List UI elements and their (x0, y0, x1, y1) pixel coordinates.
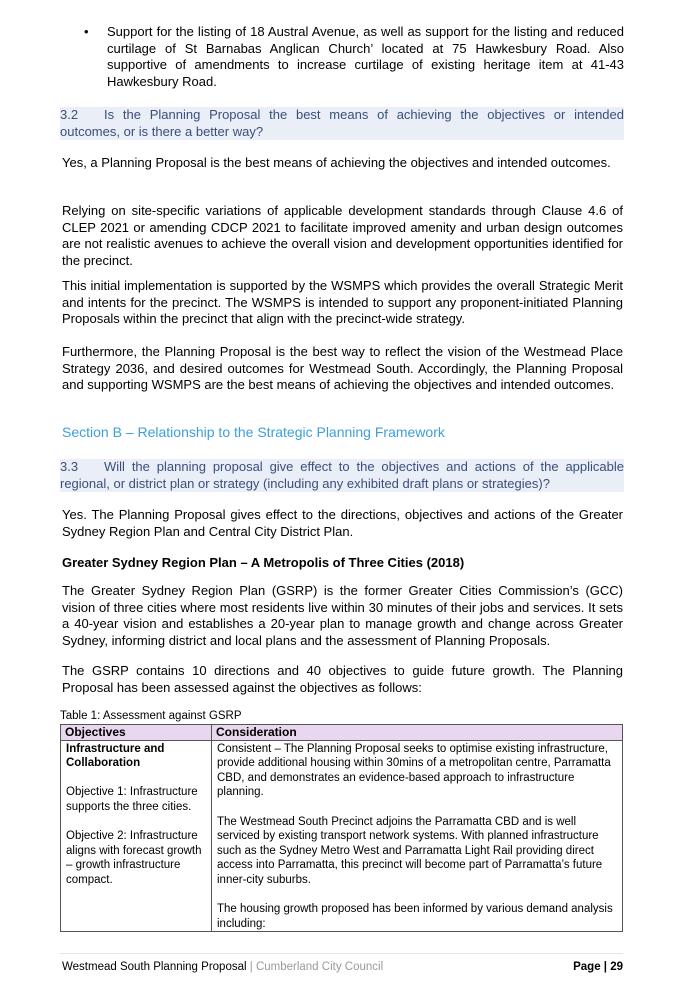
question-number: 3.3 (60, 459, 79, 474)
question-3-3 (60, 459, 624, 492)
bullet-text: Support for the listing of 18 Austral Avenue, as well as support for the listing and reduced curtilage of St Barnabas Anglican Church’ located at 75 Hawkesbury Road. Also supportive of amendments to increase curtilage of existing heritage item at 41-43 Hawkesbury Road. (107, 24, 624, 89)
bullet-symbol: • (84, 24, 89, 39)
assessment-table (60, 724, 623, 932)
paragraph: Relying on site-specific variations of applicable development standards through Clause 4.6 of CLEP 2021 or amending CDCP 2021 to facilitate improved amenity and urban design outcomes are not realistic avenues to achieve the overall vision and development opportunities identified for the precinct. (62, 203, 623, 268)
consideration-text: Consistent – The Planning Proposal seeks to optimise existing infrastructure, provide additional housing within 30mins of a metropolitan centre, Parramatta CBD, and demonstrates an evidence-based approach to infrastructure planning. (217, 742, 611, 799)
page-number: Page | 29 (573, 961, 623, 973)
question-text: Will the planning proposal give effect to the objectives and actions of the applicable regional, or district plan or strategy (including any exhibited draft plans or strategies)? (60, 459, 624, 491)
consideration-text: The housing growth proposed has been informed by various demand analysis including: (217, 903, 613, 930)
consideration-cell (212, 740, 623, 932)
footer-divider (60, 953, 623, 954)
footer-document-title (62, 961, 383, 973)
table-caption: Table 1: Assessment against GSRP (60, 710, 242, 722)
question-number: 3.2 (60, 107, 79, 122)
objective-item: Objective 1: Infrastructure supports the three cities. (66, 786, 198, 813)
consideration-text: The Westmead South Precinct adjoins the Parramatta CBD and is well serviced by existing transport network systems. With planned infrastructure such as the Sydney Metro West and Parramatta Light Rail providing direct access into Parramatta, this precinct will become part of Parramatta’s future inner-city suburbs. (217, 815, 603, 886)
footer-separator: | (246, 961, 256, 973)
bullet-item (84, 24, 624, 90)
section-heading: Section B – Relationship to the Strategic Planning Framework (62, 424, 445, 440)
column-header: Objectives (61, 725, 212, 741)
footer-doc-name: Westmead South Planning Proposal (62, 961, 247, 973)
footer-organisation: Cumberland City Council (255, 961, 384, 973)
table-header-row (61, 725, 623, 741)
paragraph: Yes. The Planning Proposal gives effect to the directions, objectives and actions of the Greater Sydney Region Plan and Central City District Plan. (62, 507, 623, 539)
paragraph: The GSRP contains 10 directions and 40 objectives to guide future growth. The Planning Proposal has been assessed against the objectives as follows: (62, 663, 623, 695)
subheading: Greater Sydney Region Plan – A Metropolis of Three Cities (2018) (62, 555, 465, 570)
objectives-cell (61, 740, 212, 932)
question-3-2 (60, 107, 624, 140)
objective-group-title: Infrastructure and Collaboration (66, 742, 165, 770)
objective-item: Objective 2: Infrastructure aligns with forecast growth – growth infrastructure compact. (66, 830, 202, 886)
table-row (61, 740, 623, 932)
paragraph: This initial implementation is supported by the WSMPS which provides the overall Strategic Merit and intents for the precinct. The WSMPS is intended to support any proponent-initiated Planning Proposals within the precinct that align with the precinct-wide strategy. (62, 278, 623, 326)
question-text: Is the Planning Proposal the best means of achieving the objectives or intended outcomes, or is there a better way? (60, 107, 624, 139)
column-header: Consideration (212, 725, 623, 741)
paragraph: Furthermore, the Planning Proposal is the best way to reflect the vision of the Westmead Place Strategy 2036, and desired outcomes for Westmead South. Accordingly, the Planning Proposal and supporting WSMPS are the best means of achieving the objectives and intended outcomes. (62, 344, 623, 392)
paragraph: The Greater Sydney Region Plan (GSRP) is the former Greater Cities Commission’s (GCC) vision of three cities where most residents live within 30 minutes of their jobs and services. It sets a 40-year vision and establishes a 20-year plan to manage growth and change across Greater Sydney, informing district and local plans and the assessment of Planning Proposals. (62, 583, 623, 648)
paragraph: Yes, a Planning Proposal is the best means of achieving the objectives and intended outcomes. (62, 155, 611, 170)
